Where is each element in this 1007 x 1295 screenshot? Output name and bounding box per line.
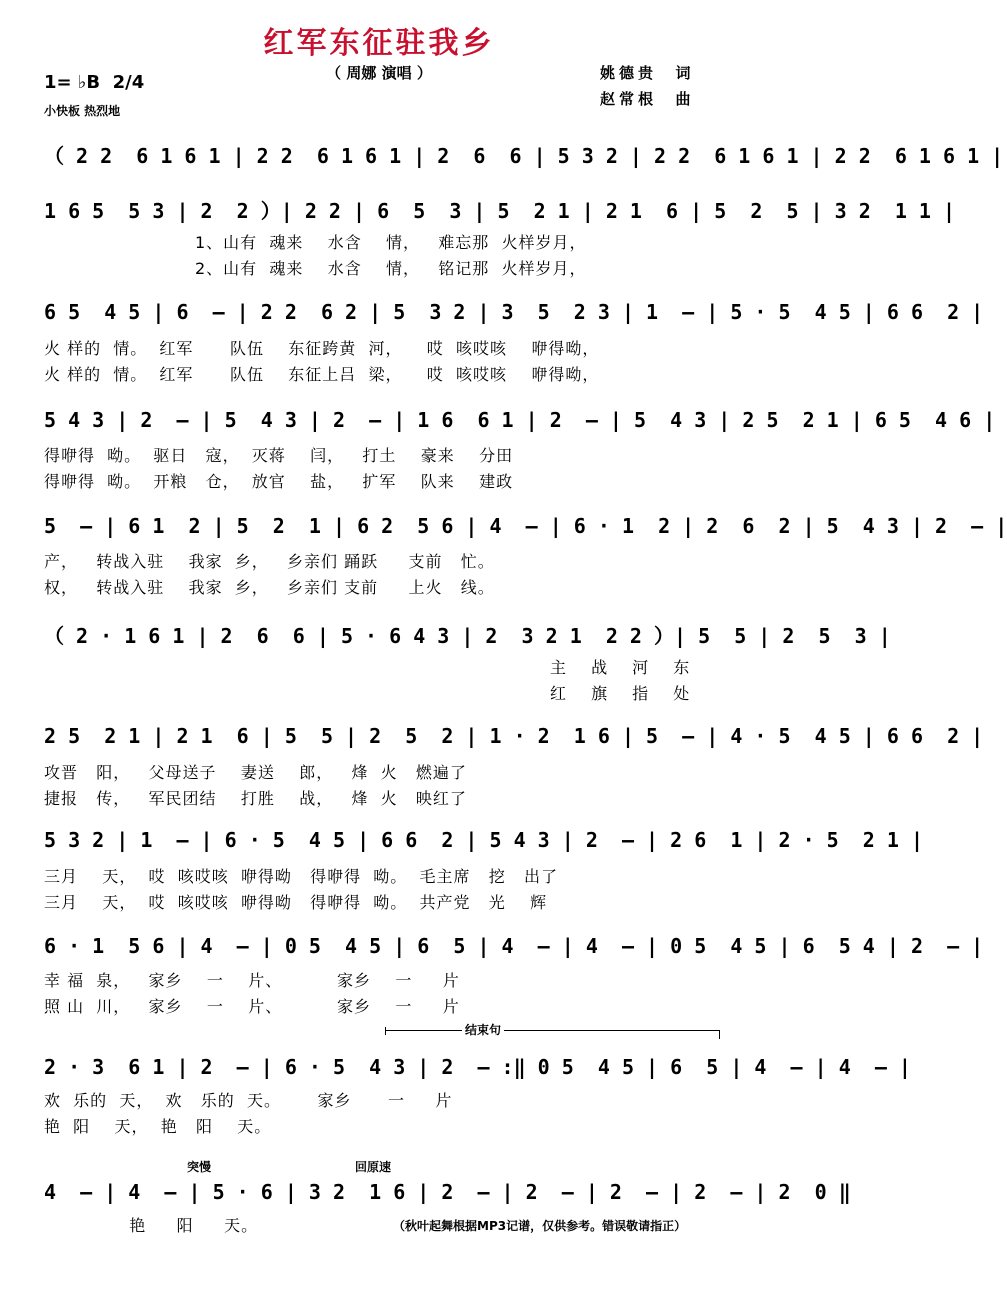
lyrics-row-8-verse-2: 三月 天， 哎 咳哎咳 咿得呦 得咿得 呦。 共产党 光 辉 [44, 893, 548, 912]
resume-tempo-mark: 回原速 [355, 1160, 392, 1174]
lyrics-row-5-verse-1: 产， 转战入驻 我家 乡， 乡亲们 踊跃 支前 忙。 [44, 552, 495, 571]
lyrics-row-6-verse-1: 主 战 河 东 [550, 658, 700, 677]
notation-row-10: 2 · 3 6 1 | 2 – | 6 · 5 4 3 | 2 – :‖ 0 5 4 5 | 6 5 | 4 – | 4 – | [44, 1055, 911, 1079]
ending-label: 结束句 [462, 1021, 504, 1038]
lyrics-row-7-verse-1: 攻晋 阳， 父母送子 妻送 郎， 烽 火 燃遍了 [44, 763, 467, 782]
lyrics-row-2-verse-2: 2、山有 魂来 水含 情， 铭记那 火样岁月， [195, 259, 587, 278]
lyrics-row-4-verse-2: 得咿得 呦。 开粮 仓， 放官 盐， 扩军 队来 建政 [44, 472, 514, 491]
lyrics-row-9-verse-2: 照 山 川， 家乡 一 片、 家乡 一 片 [44, 997, 460, 1016]
lyrics-row-6-verse-2: 红 旗 指 处 [550, 684, 700, 703]
lyrics-row-3-verse-1: 火 样的 情。 红军 队伍 东征跨黄 河， 哎 咳哎咳 咿得呦， [44, 339, 600, 358]
notation-row-8: 5 3 2 | 1 – | 6 · 5 4 5 | 6 6 2 | 5 4 3 | 2 – | 2 6 1 | 2 · 5 2 1 | [44, 828, 923, 852]
transcription-note: （秋叶起舞根据MP3记谱，仅供参考。错误敬请指正） [393, 1219, 687, 1233]
sudden-slow-mark: 突慢 [187, 1160, 212, 1174]
notation-row-9: 6 · 1 5 6 | 4 – | 0 5 4 5 | 6 5 | 4 – | 4 – | 0 5 4 5 | 6 5 4 | 2 – | [44, 934, 984, 958]
lyrics-row-5-verse-2: 权， 转战入驻 我家 乡， 乡亲们 支前 上火 线。 [44, 578, 495, 597]
notation-row-2: 1 6 5 5 3 | 2 2 ）| 2 2 | 6 5 3 | 5 2 1 | 2 1 6 | 5 2 5 | 3 2 1 1 | [44, 199, 956, 223]
lyrics-row-11: 艳 阳 天。 [44, 1216, 259, 1235]
notation-row-6: （ 2 · 1 6 1 | 2 6 6 | 5 · 6 4 3 | 2 3 2 1 2 2 ）| 5 5 | 2 5 3 | [44, 624, 891, 648]
lyrics-row-8-verse-1: 三月 天， 哎 咳哎咳 咿得呦 得咿得 呦。 毛主席 挖 出了 [44, 867, 558, 886]
lyrics-row-3-verse-2: 火 样的 情。 红军 队伍 东征上吕 梁， 哎 咳哎咳 咿得呦， [44, 365, 600, 384]
notation-row-1: （ 2 2 6 1 6 1 | 2 2 6 1 6 1 | 2 6 6 | 5 3 2 | 2 2 6 1 6 1 | 2 2 6 1 6 1 | [44, 144, 1004, 168]
notation-row-7: 2 5 2 1 | 2 1 6 | 5 5 | 2 5 2 | 1 · 2 1 6 | 5 – | 4 · 5 4 5 | 6 6 2 | [44, 724, 984, 748]
lyrics-row-9-verse-1: 幸 福 泉， 家乡 一 片、 家乡 一 片 [44, 971, 460, 990]
tempo-marking: 小快板 热烈地 [44, 104, 121, 118]
notation-row-5: 5 – | 6 1 2 | 5 2 1 | 6 2 5 6 | 4 – | 6 · 1 2 | 2 6 2 | 5 4 3 | 2 – | [44, 514, 1007, 538]
lyrics-row-4-verse-1: 得咿得 呦。 驱日 寇， 灭蒋 闫， 打土 豪来 分田 [44, 446, 514, 465]
notation-row-3: 6 5 4 5 | 6 – | 2 2 6 2 | 5 3 2 | 3 5 2 3 | 1 – | 5 · 5 4 5 | 6 6 2 | [44, 300, 984, 324]
composer-credit: 赵常根 曲 [600, 90, 695, 108]
ending-bracket [385, 1030, 720, 1031]
lyricist-credit: 姚德贵 词 [600, 64, 695, 82]
notation-row-11: 4 – | 4 – | 5 · 6 | 3 2 1 6 | 2 – | 2 – | 2 – | 2 – | 2 0 ‖ [44, 1180, 851, 1204]
lyrics-row-2-verse-1: 1、山有 魂来 水含 情， 难忘那 火样岁月， [195, 233, 587, 252]
singer-credit: （ 周娜 演唱 ） [326, 64, 432, 82]
notation-row-4: 5 4 3 | 2 – | 5 4 3 | 2 – | 1 6 6 1 | 2 – | 5 4 3 | 2 5 2 1 | 6 5 4 6 | [44, 408, 996, 432]
song-title: 红军东征驻我乡 [263, 26, 495, 61]
lyrics-row-10-verse-1: 欢 乐的 天， 欢 乐的 天。 家乡 一 片 [44, 1091, 453, 1110]
key-signature: 1= ♭B 2/4 [44, 72, 145, 93]
lyrics-row-10-verse-2: 艳 阳 天， 艳 阳 天。 [44, 1117, 272, 1136]
lyrics-row-7-verse-2: 捷报 传， 军民团结 打胜 战， 烽 火 映红了 [44, 789, 467, 808]
